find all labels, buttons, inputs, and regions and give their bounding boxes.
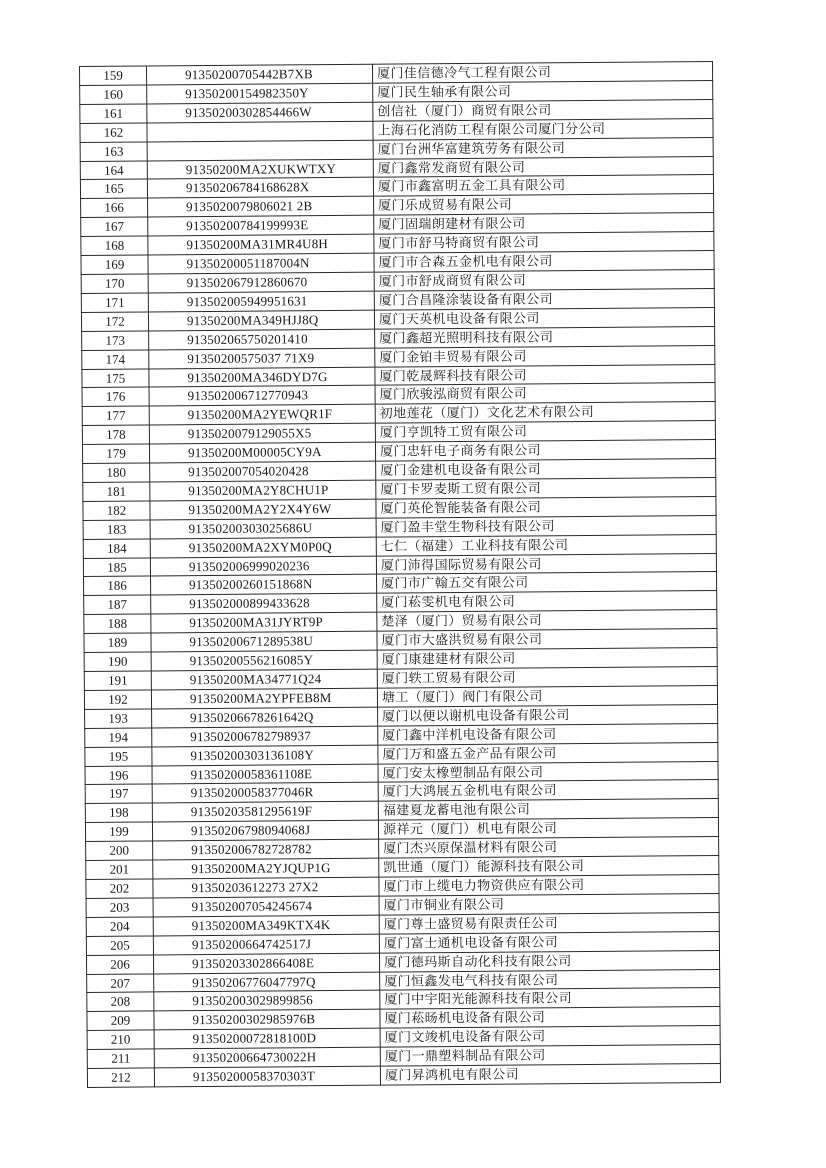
- company-name: 厦门市舒马特商贸有限公司: [374, 232, 714, 254]
- row-number: 185: [83, 558, 150, 577]
- company-name: 厦门以便以谢机电设备有限公司: [378, 704, 718, 726]
- row-number: 208: [87, 992, 154, 1011]
- company-name: 厦门康建建材有限公司: [377, 648, 717, 670]
- row-number: 195: [85, 747, 152, 766]
- row-number: 188: [84, 614, 151, 633]
- credit-code: 91350200MA349HJJ8Q: [148, 310, 374, 331]
- company-name: 厦门尊士盛贸易有限责任公司: [379, 912, 719, 934]
- company-name: 福建夏龙蓄电池有限公司: [378, 799, 718, 821]
- company-name: 厦门杰兴原保温材料有限公司: [379, 837, 719, 859]
- credit-code: 91350200303025686U: [150, 518, 376, 539]
- company-name: 厦门德玛斯自动化科技有限公司: [379, 950, 719, 972]
- credit-code: [147, 121, 373, 142]
- credit-code: 91350200MA2Y2X4Y6W: [150, 499, 376, 520]
- row-number: 203: [86, 898, 153, 917]
- company-name: 厦门金铂丰贸易有限公司: [375, 345, 715, 367]
- credit-code: 91350200058377046R: [152, 783, 378, 804]
- company-name: 厦门合昌隆涂装设备有限公司: [374, 288, 714, 310]
- credit-code: 91350200556216085Y: [151, 650, 377, 671]
- credit-code: 91350200MA2XUKWTXY: [147, 159, 373, 180]
- credit-code: 913502000899433628: [151, 594, 377, 615]
- company-name: 厦门万和盛五金产品有限公司: [378, 742, 718, 764]
- row-number: 200: [86, 841, 153, 860]
- company-name: 厦门富士通机电设备有限公司: [379, 931, 719, 953]
- credit-code: 91350206798094068J: [152, 820, 378, 841]
- credit-code: 91350200671289538U: [151, 631, 377, 652]
- credit-code: 91350200575037 71X9: [149, 348, 375, 369]
- company-name: 厦门安太橡塑制品有限公司: [378, 761, 718, 783]
- company-name: 厦门天英机电设备有限公司: [374, 307, 714, 329]
- company-name: 源祥元（厦门）机电有限公司: [378, 818, 718, 840]
- credit-code: 91350206678261642Q: [152, 707, 378, 728]
- row-number: 194: [85, 728, 152, 747]
- row-number: 182: [83, 501, 150, 520]
- credit-code: 91350200MA2Y8CHU1P: [150, 480, 376, 501]
- row-number: 191: [84, 671, 151, 690]
- company-name: 厦门欣骏泓商贸有限公司: [375, 383, 715, 405]
- row-number: 207: [87, 973, 154, 992]
- row-number: 197: [85, 784, 152, 803]
- company-name: 厦门亨凯特工贸有限公司: [375, 421, 715, 443]
- company-name: 凯世通（厦门）能源科技有限公司: [379, 856, 719, 878]
- row-number: 210: [87, 1030, 154, 1049]
- company-registry-table: [79, 61, 721, 1088]
- credit-code: 91350200MA349KTX4K: [153, 915, 379, 936]
- row-number: 205: [86, 936, 153, 955]
- company-name: 厦门市舒成商贸有限公司: [374, 269, 714, 291]
- row-number: 169: [81, 255, 148, 274]
- row-number: 174: [82, 350, 149, 369]
- company-name: 厦门台洲华富建筑劳务有限公司: [373, 137, 713, 159]
- credit-code: 913502005949951631: [148, 291, 374, 312]
- company-name: 厦门忠轩电子商务有限公司: [375, 440, 715, 462]
- company-name: 厦门市大盛洪贸易有限公司: [377, 629, 717, 651]
- company-name: 厦门盈丰堂生物科技有限公司: [376, 515, 716, 537]
- credit-code: 91350200154982350Y: [147, 83, 373, 104]
- row-number: 181: [83, 482, 150, 501]
- row-number: 165: [80, 179, 147, 198]
- row-number: 166: [81, 198, 148, 217]
- company-name: 厦门市鑫富明五金工具有限公司: [373, 175, 713, 197]
- row-number: 196: [85, 765, 152, 784]
- credit-code: 913502003029899856: [154, 991, 380, 1012]
- row-number: 179: [82, 444, 149, 463]
- credit-code: 913502006782728782: [153, 839, 379, 860]
- credit-code: 91350200MA2YJQUP1G: [153, 858, 379, 879]
- row-number: 161: [80, 104, 147, 123]
- company-name: 厦门市上缆电力物资供应有限公司: [379, 874, 719, 896]
- company-name: 厦门菘雯机电有限公司: [377, 591, 717, 613]
- credit-code: 91350200MA34771Q24: [151, 669, 377, 690]
- credit-code: 91350200MA31JYRT9P: [151, 612, 377, 633]
- row-number: 202: [86, 879, 153, 898]
- row-number: 168: [81, 236, 148, 255]
- company-name: 厦门鑫中洋机电设备有限公司: [378, 723, 718, 745]
- credit-code: 913502067912860670: [148, 272, 374, 293]
- row-number: 190: [84, 652, 151, 671]
- row-number: 172: [81, 312, 148, 331]
- row-number: 178: [82, 425, 149, 444]
- company-name: 厦门恒鑫发电气科技有限公司: [380, 969, 720, 991]
- row-number: 173: [82, 331, 149, 350]
- credit-code: 91350200302854466W: [147, 102, 373, 123]
- table-body: [80, 62, 721, 1088]
- credit-code: [147, 140, 373, 161]
- row-number: 167: [81, 217, 148, 236]
- credit-code: 91350200MA2YPFEB8M: [151, 688, 377, 709]
- row-number: 198: [85, 803, 152, 822]
- credit-code: 913502006782798937: [152, 726, 378, 747]
- credit-code: 913502065750201410: [149, 329, 375, 350]
- credit-code: 91350200072818100D: [154, 1028, 380, 1049]
- company-name: 塘工（厦门）阀门有限公司: [377, 685, 717, 707]
- credit-code: 91350200302985976B: [154, 1009, 380, 1030]
- company-name: 厦门沛得国际贸易有限公司: [376, 553, 716, 575]
- row-number: 209: [87, 1011, 154, 1030]
- credit-code: 91350200664742517J: [153, 934, 379, 955]
- credit-code: 91350200MA2XYM0P0Q: [150, 537, 376, 558]
- row-number: 192: [84, 690, 151, 709]
- company-name: 厦门鑫常发商贸有限公司: [373, 156, 713, 178]
- company-name: 厦门市广翰五交有限公司: [377, 572, 717, 594]
- credit-code: 9135020079129055X5: [149, 423, 375, 444]
- row-number: 160: [80, 85, 147, 104]
- credit-code: 913502007054020428: [150, 461, 376, 482]
- company-name: 初地莲花（厦门）文化艺术有限公司: [375, 402, 715, 424]
- credit-code: 91350200MA2YEWQR1F: [149, 404, 375, 425]
- credit-code: 91350200058370303T: [154, 1066, 380, 1087]
- row-number: 204: [86, 917, 153, 936]
- credit-code: 91350200058361108E: [152, 764, 378, 785]
- credit-code: 9135020079806021 2B: [148, 197, 374, 218]
- row-number: 211: [87, 1049, 154, 1068]
- row-number: 199: [85, 822, 152, 841]
- row-number: 187: [84, 595, 151, 614]
- company-name: 厦门鑫超光照明科技有限公司: [375, 326, 715, 348]
- credit-code: 91350203612273 27X2: [153, 877, 379, 898]
- credit-code: 913502006712770943: [149, 386, 375, 407]
- company-name: 厦门卡罗麦斯工贸有限公司: [376, 477, 716, 499]
- company-name: 厦门金建机电设备有限公司: [376, 459, 716, 481]
- credit-code: 91350200784199993E: [148, 215, 374, 236]
- company-name: 厦门菘旸机电设备有限公司: [380, 1007, 720, 1029]
- row-number: 183: [83, 520, 150, 539]
- credit-code: 91350200260151868N: [151, 575, 377, 596]
- row-number: 163: [80, 142, 147, 161]
- company-name: 厦门英伦智能装备有限公司: [376, 496, 716, 518]
- company-name: 厦门民生轴承有限公司: [373, 80, 713, 102]
- row-number: 170: [81, 274, 148, 293]
- row-number: 186: [84, 576, 151, 595]
- company-name: 厦门市合森五金机电有限公司: [374, 251, 714, 273]
- company-name: 厦门昇鸿机电有限公司: [380, 1064, 720, 1086]
- company-name: 创信社（厦门）商贸有限公司: [373, 99, 713, 121]
- company-name: 厦门大鸿展五金机电有限公司: [378, 780, 718, 802]
- credit-code: 91350200MA346DYD7G: [149, 367, 375, 388]
- credit-code: 91350203581295619F: [152, 802, 378, 823]
- credit-code: 91350200705442B7XB: [147, 64, 373, 85]
- row-number: 201: [86, 860, 153, 879]
- credit-code: 913502006999020236: [150, 556, 376, 577]
- company-name: 上海石化消防工程有限公司厦门分公司: [373, 118, 713, 140]
- company-name: 厦门佳信德冷气工程有限公司: [372, 62, 712, 84]
- row-number: 171: [81, 293, 148, 312]
- row-number: 184: [83, 539, 150, 558]
- company-name: 七仁（福建）工业科技有限公司: [376, 534, 716, 556]
- company-name: 厦门乾晟辉科技有限公司: [375, 364, 715, 386]
- credit-code: 91350200051187004N: [148, 253, 374, 274]
- company-name: 厦门乐成贸易有限公司: [374, 194, 714, 216]
- company-name: 楚泽（厦门）贸易有限公司: [377, 610, 717, 632]
- credit-code: 91350200303136108Y: [152, 745, 378, 766]
- row-number: 206: [86, 955, 153, 974]
- table-row: [87, 1064, 720, 1088]
- row-number: 193: [85, 709, 152, 728]
- company-name: 厦门文竣机电设备有限公司: [380, 1026, 720, 1048]
- row-number: 180: [83, 463, 150, 482]
- credit-code: 91350206784168628X: [147, 178, 373, 199]
- company-name: 厦门轶工贸易有限公司: [377, 667, 717, 689]
- row-number: 164: [80, 160, 147, 179]
- credit-code: 91350203302866408E: [153, 953, 379, 974]
- credit-code: 91350200M00005CY9A: [149, 442, 375, 463]
- company-name: 厦门一鼎塑料制品有限公司: [380, 1045, 720, 1067]
- company-name: 厦门固瑞朗建材有限公司: [374, 213, 714, 235]
- document-page: [79, 61, 721, 1088]
- row-number: 177: [82, 406, 149, 425]
- credit-code: 91350200MA31MR4U8H: [148, 234, 374, 255]
- company-name: 厦门市铜业有限公司: [379, 893, 719, 915]
- credit-code: 91350206776047797Q: [154, 972, 380, 993]
- row-number: 176: [82, 387, 149, 406]
- company-name: 厦门中宇阳光能源科技有限公司: [380, 988, 720, 1010]
- row-number: 175: [82, 368, 149, 387]
- credit-code: 91350200664730022H: [154, 1047, 380, 1068]
- row-number: 212: [87, 1068, 154, 1087]
- credit-code: 913502007054245674: [153, 896, 379, 917]
- row-number: 189: [84, 633, 151, 652]
- row-number: 162: [80, 123, 147, 142]
- row-number: 159: [80, 66, 147, 85]
